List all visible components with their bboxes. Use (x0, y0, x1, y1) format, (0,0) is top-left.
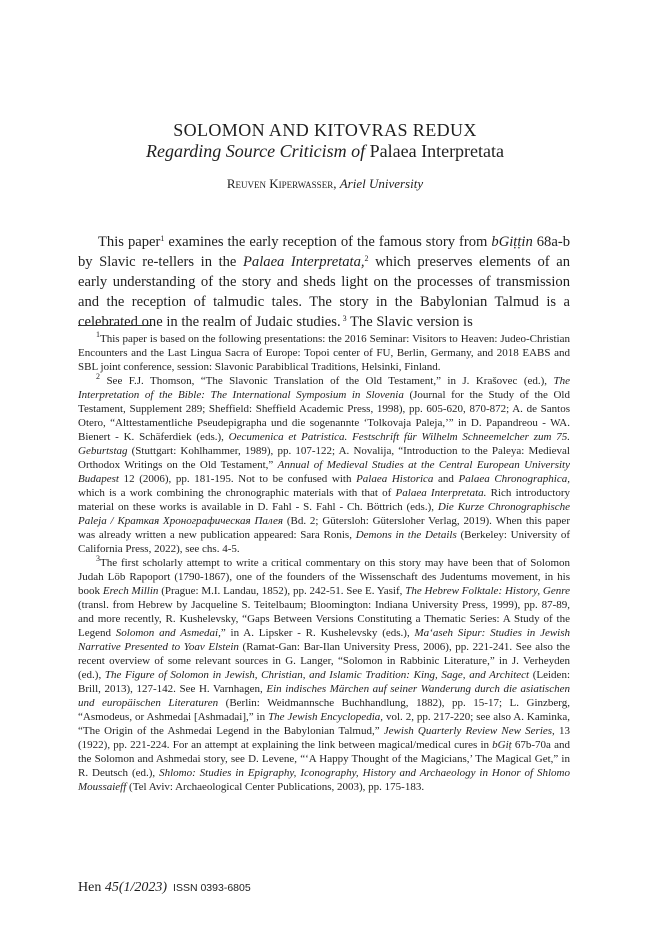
footnote-text: (Tel Aviv: Archaeological Center Publications, 2003), pp. 175-183. (126, 781, 425, 793)
footnote-italic: Oecumenica et Patristica. Festschrift für Wilhelm Schneemelcher zum 75. Geburtstag (78, 431, 570, 457)
footnote-text: (Journal for the Study of the Old Testament, Supplement 289; Sheffield: Sheffield Academic Press, 1998), pp. 605-620, 870-872; A. de Santos Otero, “Alttestamentliche Pseudepigrapha und die sogenannte ‘Tolkovaja Paleja,’” in D. Papandreou - WA. Bienert - K. Schäferdiek (eds.), (78, 389, 570, 443)
footnote-number: 1 (96, 330, 100, 339)
footnote-text: (Ramat-Gan: Bar-Ilan University Press, 2006), pp. 221-241. See also the recent overview of some relevant sources in G. Langer, “Solomon in Rabbinic Literature,” in J. Verheyden (ed.), (78, 641, 570, 681)
journal-issue: 45(1/2023) (104, 880, 168, 895)
body-text-run: This paper (98, 234, 161, 250)
page-footer (78, 880, 251, 896)
footnote-2 (78, 374, 570, 556)
footnote-text: (Berkeley: University of California Press, 2022), see chs. 4-5. (78, 529, 570, 555)
footnote-text: vol. 2, pp. 217-220; see also A. Kaminka, “The Origin of the Ashmedai Legend in the Babylonian Talmud,” (78, 711, 570, 737)
footnote-text: (Bd. 2; Gütersloh: Gütersloher Verlag, 2019). When this paper was already written a new publication appeared: Sara Ronis, (78, 515, 570, 541)
footnote-text: (Prague: M.I. Landau, 1852), pp. 242-51. See E. Yasif, (158, 585, 406, 597)
footnote-italic: The Hebrew Folktale: History, Genre (405, 585, 570, 597)
footnote-italic: Ma‘aseh Sipur: Studies in Jewish Narrative Presented to Yoav Elstein (78, 627, 571, 653)
footnote-text: (Stuttgart: Kohlhammer, 1989), pp. 107-122; A. Novalija, “Introduction to the Paleya: Medieval Orthodox Writings on the Old Testament,” (78, 445, 570, 471)
body-text-run: which preserves elements of an early understanding of the story and sheds light on the processes of transmission and the reception of talmudic tales. The story in the Babylonian Talmud is a celebrated one in the realm of Judaic studies. (78, 254, 570, 330)
body-text-run: examines the early reception of the famous story from (164, 234, 492, 250)
journal-name: Hen (78, 880, 105, 895)
footnote-ref-3[interactable]: 3 (340, 314, 347, 323)
footnotes (78, 332, 570, 794)
footnote-italic: Palaea Interpretata. (395, 487, 487, 499)
footnote-italic: Shlomo: Studies in Epigraphy, Iconography, History and Archaeology in Honor of Shlomo Moussaieff (78, 767, 570, 793)
author-line (0, 176, 650, 192)
footnote-text: 13 (1922), pp. 221-224. For an attempt at explaining the link between magical/medical cures in (78, 725, 571, 751)
footnote-italic: Ein indisches Märchen auf seiner Wanderung durch die asiatischen und europäischen Literaturen (78, 683, 570, 709)
footnote-number: 2 (96, 372, 100, 381)
subtitle-italic: Regarding Source Criticism of (145, 141, 366, 161)
article-title: SOLOMON AND KITOVRAS REDUX (173, 120, 477, 140)
footnote-italic: Annual of Medieval Studies at the Central European University Budapest (78, 459, 570, 485)
footnote-text: Rich introductory material on these works is available in D. Fahl - S. Fahl - Ch. Böttrich (eds.), (78, 487, 570, 513)
body-italic-run: bGiṭṭin (491, 234, 533, 250)
footnote-text: (transl. from Hebrew by Jacqueline S. Teitelbaum; Bloomington: Indiana University Press, 1999), pp. 87-89, and more recently, R. Kushelevsky, “Gaps Between Versions Constituting a Thematic Series: A Study of the Legend (78, 599, 570, 639)
footnote-text: See F.J. Thomson, “The Slavonic Translation of the Old Testament,” in J. Krašovec (ed.), (100, 375, 554, 387)
footnote-text: The first scholarly attempt to write a critical commentary on this story may have been that of Solomon Judah Löb Rapoport (1790-1867), one of the founders of the Wissenschaft des Judentums movement, in his book (78, 557, 570, 597)
footnote-italic: Jewish Quarterly Review New Series, (383, 725, 555, 737)
footnote-text: 67b-70a and the Solomon and Ashmedai story, see D. Levene, “‘A Happy Thought of the Magicians,’ The Magical Get,” in R. Deutsch (ed.), (78, 739, 570, 779)
footnote-italic: bGiṭ (492, 739, 512, 751)
author-name: Reuven Kiperwasser, (226, 176, 337, 191)
footnote-italic: The Jewish Encyclopedia, (268, 711, 383, 723)
body-text-run: 68a-b by Slavic re-tellers in the (78, 234, 570, 270)
footnote-italic: Palaea Historica (356, 473, 434, 485)
footnote-3 (78, 556, 570, 794)
article-subtitle (0, 141, 650, 162)
footnote-text: (Berlin: Weidmannsche Buchhandlung, 1882), pp. 15-17; L. Ginzberg, “Asmodeus, or Ashmedai [Ashmadai],” in (78, 697, 571, 723)
footnote-number: 3 (96, 554, 100, 563)
footnote-italic: The Interpretation of the Bible: The International Symposium in Slovenia (78, 375, 570, 401)
footnote-text: and (433, 473, 459, 485)
footnote-italic: Erech Millin (102, 585, 159, 597)
footnote-text: This paper is based on the following presentations: the 2016 Seminar: Visitors to Heaven: Judeo-Christian Encounters and the Last Lingua Sacra of Europe: Topoi center of FU, Berlin, Germany, and 2018 EABS and SBL joint conference, session: Slavonic Parabiblical Traditions, Helsinki, Finland. (78, 333, 570, 373)
footnote-ref-1[interactable]: 1 (160, 234, 165, 243)
footnote-italic: Demons in the Details (355, 529, 457, 541)
footnote-italic: The Figure of Solomon in Jewish, Christian, and Islamic Tradition: King, Sage, and Architect (104, 669, 530, 681)
footnote-ref-2[interactable]: 2 (364, 254, 369, 263)
footnote-italic: Die Kurze Chronographische Paleja / Краткая Хронографическая Палея (78, 501, 570, 527)
footnote-1 (78, 332, 570, 374)
footnote-text: 12 (2006), pp. 181-195. Not to be confused with (118, 473, 357, 485)
body-text-run: The Slavic version is (346, 314, 473, 330)
body-italic-run: Palaea Interpretata, (243, 254, 365, 270)
footnote-divider (78, 325, 152, 326)
footnote-italic: Solomon and Asmedai, (115, 627, 221, 639)
footnote-text: which is a work combining the chronographic materials with that of (78, 487, 396, 499)
footnote-italic: Palaea Chronographica, (458, 473, 571, 485)
footnote-text: (Leiden: Brill, 2013), 127-142. See H. Varnhagen, (78, 669, 570, 695)
issn-number: ISSN 0393-6805 (173, 882, 251, 894)
subtitle-roman: Palaea Interpretata (369, 141, 505, 161)
author-affiliation: Ariel University (339, 176, 424, 191)
body-paragraph (78, 232, 570, 332)
footnote-text: ” in A. Lipsker - R. Kushelevsky (eds.), (220, 627, 415, 639)
body-text (78, 232, 570, 332)
